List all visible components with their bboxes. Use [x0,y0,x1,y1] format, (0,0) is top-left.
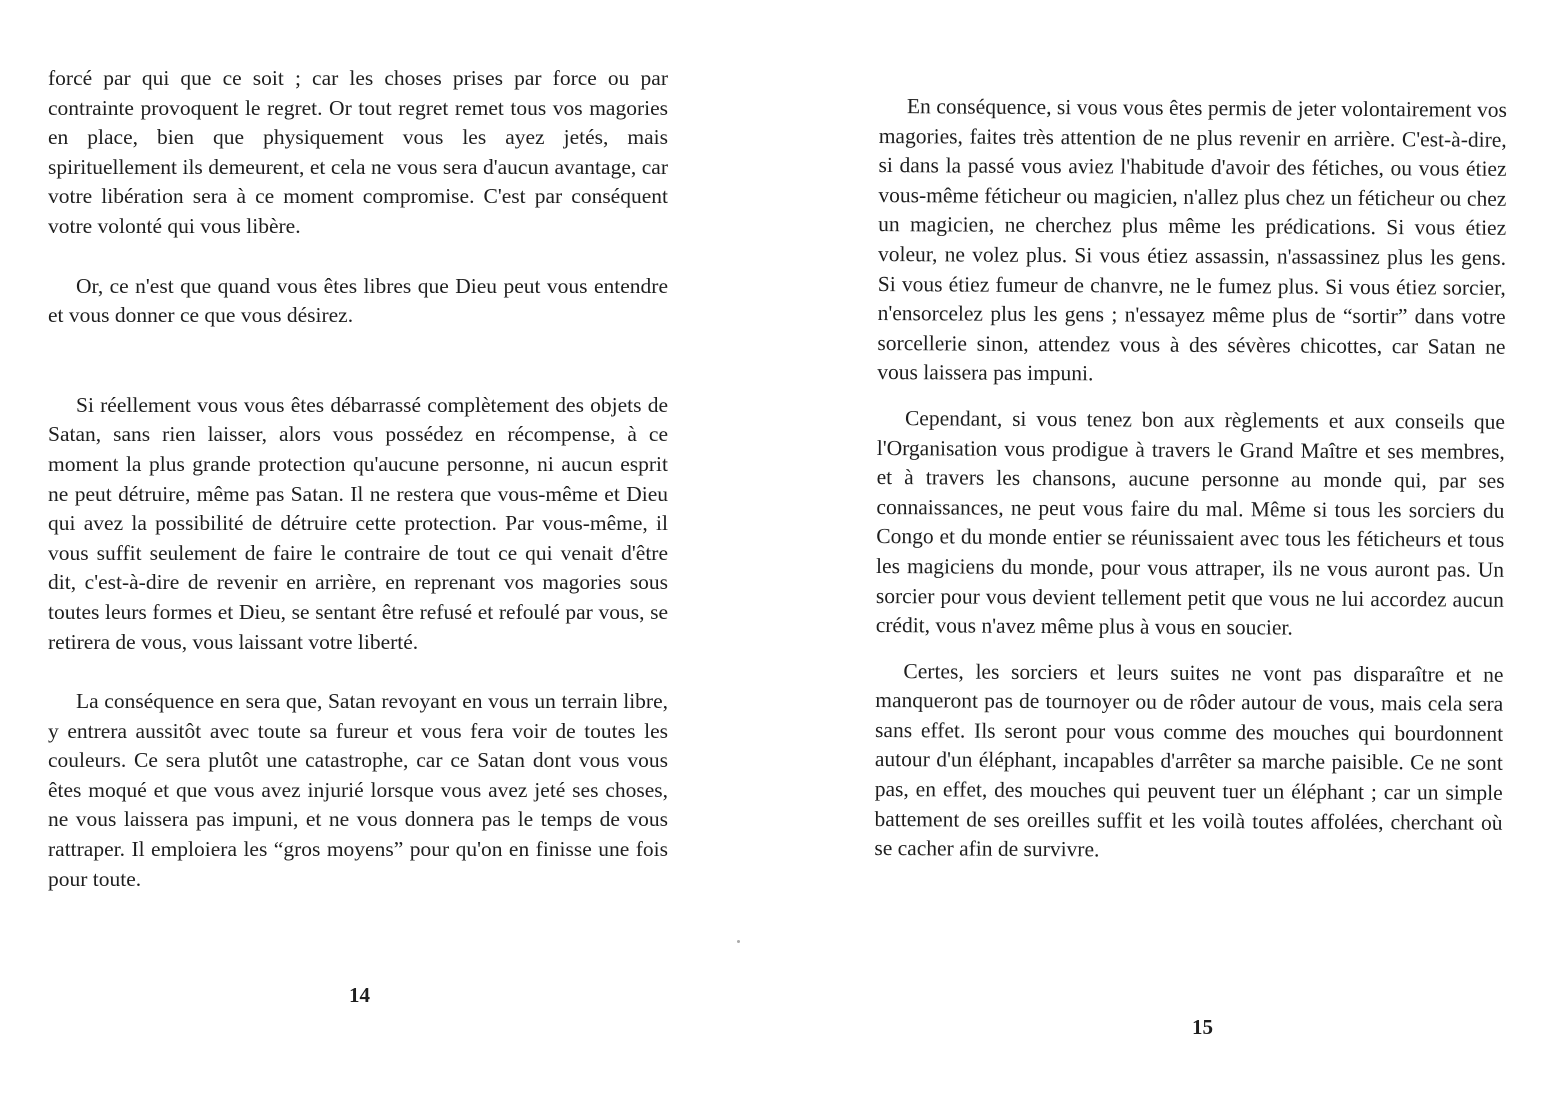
right-paragraph-2: Cependant, si vous tenez bon aux règlements et aux conseils que l'Organisation vous prodigue à travers le Grand Maître et ses membres, et à travers les chansons, aucune personne au monde qui, par ses connaissances, ne peut vous faire du mal. Même si tous les sorciers du Congo et du monde entier se réunissaient avec tous les féticheurs et tous les magiciens du monde, pour vous attraper, ils ne vous auront pas. Un sorcier pour vous devient tellement petit que vous ne lui accordez aucun crédit, vous n'avez même plus à vous en soucier. [875,406,1506,640]
left-paragraph-2: Or, ce n'est que quand vous êtes libres que Dieu peut vous entendre et vous donner ce que vous désirez. [48,273,668,328]
left-paragraph-3: Si réellement vous vous êtes débarrassé complètement des objets de Satan, sans rien laisser, alors vous possédez en récompense, à ce moment la plus grande protection qu'aucune personne, ni aucun esprit ne peut détruire, même pas Satan. Il ne restera que vous-même et Dieu qui avez la possibilité de détruire cette protection. Par vous-même, il vous suffit seulement de faire le contraire de tout ce qui venait d'être dit, c'est-à-dire de revenir en arrière, en reprenant vos magories sous toutes leurs formes et Dieu, se sentant être refusé et refoulé par vous, se retirera de vous, vous laissant votre liberté. [48,392,668,654]
page-number-right: 15 [1192,1015,1213,1039]
right-page [775,0,1550,1099]
page-number-left: 14 [349,983,370,1007]
right-page-text-column [874,92,1507,868]
gutter-speck [737,940,740,943]
left-paragraph-1: forcé par qui que ce soit ; car les choses prises par force ou par contrainte provoquent le regret. Or tout regret remet tous vos magories en place, bien que physiquement vous les ayez jetés, mais spirituellement ils demeurent, et cela ne vous sera d'aucun avantage, car votre libération sera à ce moment compromise. C'est par conséquent votre volonté qui vous libère. [48,66,668,238]
right-paragraph-1: En conséquence, si vous vous êtes permis de jeter volontairement vos magories, faites très attention de ne plus revenir en arrière. C'est-à-dire, si dans la passé vous aviez l'habitude d'avoir des fétiches, ou vous étiez vous-même féticheur ou magicien, n'allez plus chez un féticheur ou chez un magicien, ne cherchez plus même les prédications. Si vous étiez voleur, ne volez plus. Si vous étiez assassin, n'assassinez plus les gens. Si vous étiez fumeur de chanvre, ne le fumez plus. Si vous étiez sorcier, n'ensorcelez plus les gens ; n'essayez même plus de “sortir” dans votre sorcellerie sinon, attendez vous à des sévères chicottes, car Satan ne vous laissera pas impuni. [877,94,1507,386]
left-page-text-column [48,64,668,894]
right-paragraph-3: Certes, les sorciers et leurs suites ne vont pas disparaître et ne manqueront pas de tournoyer ou de rôder autour de vous, mais cela sera sans effet. Ils seront pour vous comme des mouches qui bourdonnent autour d'un éléphant, incapables d'arrêter sa marche paisible. Ce ne sont pas, en effet, des mouches qui peuvent tuer un éléphant ; car un simple battement de ses oreilles suffit et les voilà toutes affolées, cherchant où se cacher afin de survivre. [874,658,1504,862]
left-paragraph-4: La conséquence en sera que, Satan revoyant en vous un terrain libre, y entrera aussitôt avec toute sa fureur et vous fera voir de toutes les couleurs. Ce sera plutôt une catastrophe, car ce Satan dont vous vous êtes moqué et que vous avez injurié lorsque vous avez jeté ses choses, ne vous laissera pas impuni, et ne vous donnera pas le temps de vous rattraper. Il emploiera les “gros moyens” pour qu'on en finisse une fois pour toute. [48,689,668,891]
